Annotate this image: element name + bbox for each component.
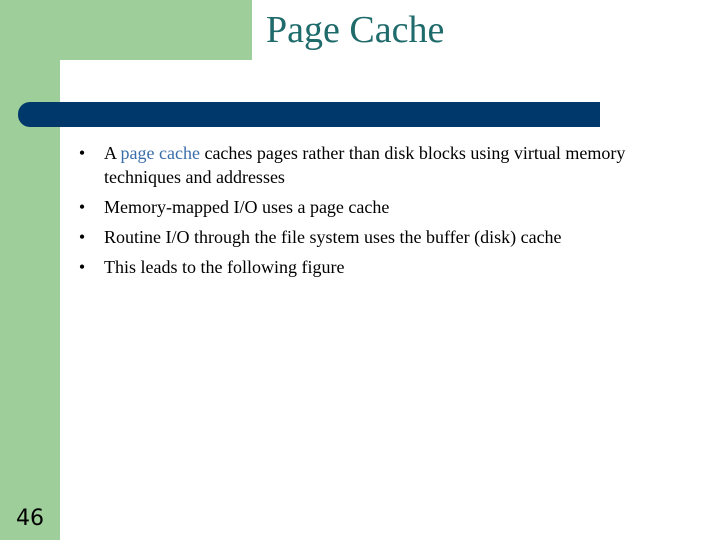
bullet-item xyxy=(72,195,652,219)
left-decor-band xyxy=(0,0,60,540)
bullet-list xyxy=(72,141,652,285)
top-decor-band xyxy=(0,0,252,60)
bullet-icon: • xyxy=(78,197,86,217)
bullet-icon: • xyxy=(78,143,86,163)
bullet-text: Routine I/O through the file system uses the buffer (disk) cache xyxy=(104,227,562,247)
bullet-text: Memory-mapped I/O uses a page cache xyxy=(104,197,390,217)
bullet-item xyxy=(72,255,652,279)
bullet-item xyxy=(72,225,652,249)
bullet-text-before: A xyxy=(104,143,121,163)
slide-title: Page Cache xyxy=(266,9,445,51)
slide-number: 46 xyxy=(16,505,44,531)
bullet-icon: • xyxy=(78,257,86,277)
bullet-icon: • xyxy=(78,227,86,247)
corner-curve xyxy=(60,60,100,100)
bullet-item xyxy=(72,141,652,189)
bullet-text: This leads to the following figure xyxy=(104,257,345,277)
bullet-text-after: caches pages rather than disk blocks using virtual memory techniques and addresses xyxy=(104,143,626,187)
highlighted-term: page cache xyxy=(120,143,200,163)
title-underline-bar xyxy=(18,102,600,127)
